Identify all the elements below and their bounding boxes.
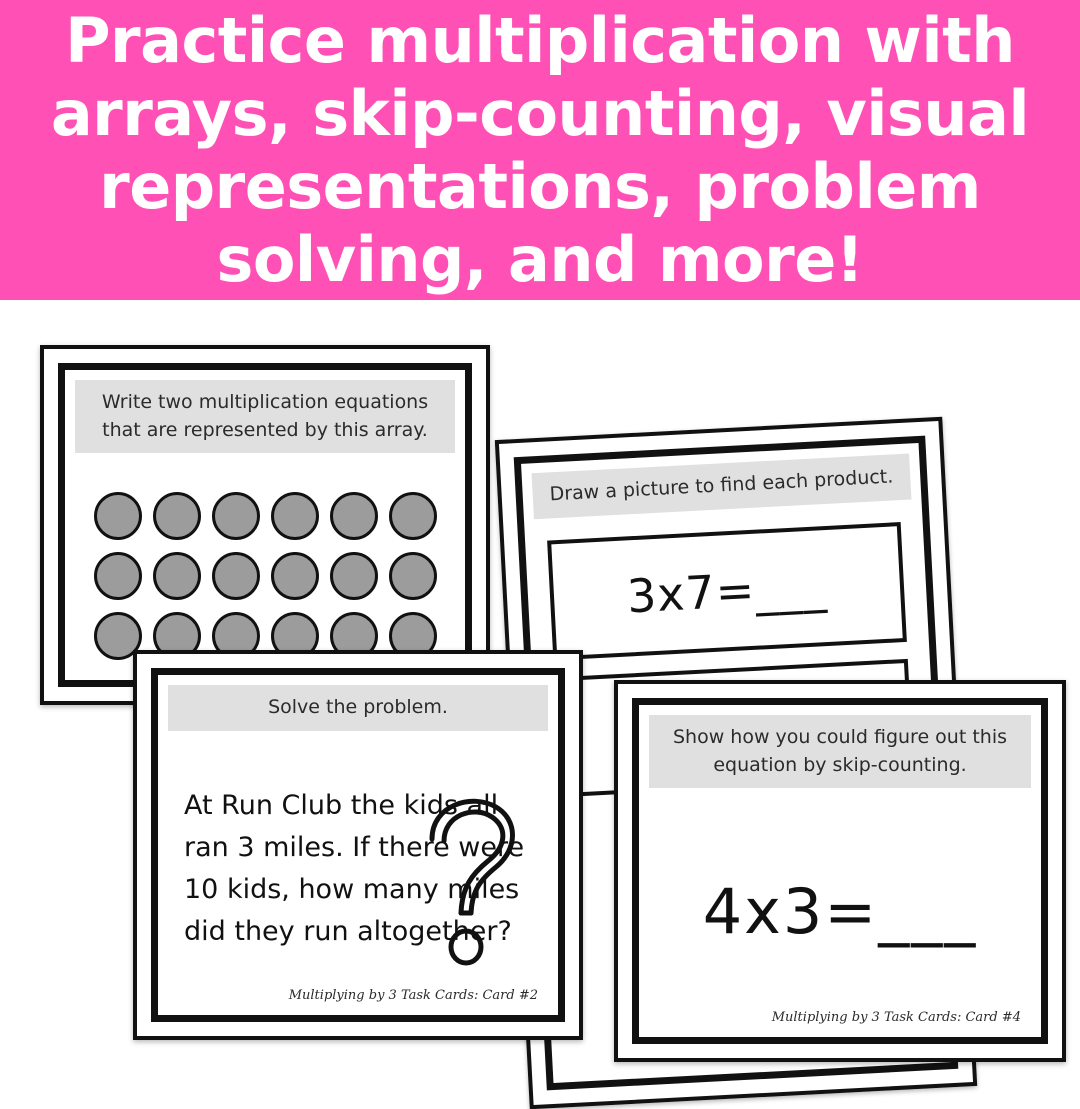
- array-dot: [153, 492, 201, 540]
- array-dot: [389, 552, 437, 600]
- array-dot: [212, 552, 260, 600]
- array-dot-grid: [93, 492, 437, 660]
- card-prompt: Draw a picture to find each product.: [532, 454, 912, 519]
- header-banner: [0, 0, 1080, 300]
- equation-text: [558, 663, 904, 681]
- banner-title: Practice multiplication with arrays, skip-counting, visual representations, problem solving, and more!: [50, 3, 1030, 297]
- task-card-word-problem: [133, 650, 583, 1040]
- array-dot: [271, 552, 319, 600]
- card-inner-border: [58, 363, 472, 687]
- array-dot: [389, 492, 437, 540]
- array-dot: [94, 552, 142, 600]
- equation-text: 3x7=___: [625, 559, 829, 624]
- card-inner-border: [632, 698, 1048, 1044]
- array-dot: [94, 492, 142, 540]
- array-dot: [271, 492, 319, 540]
- array-dot: [212, 492, 260, 540]
- card-body: [75, 380, 455, 670]
- array-dot: [153, 552, 201, 600]
- card-body: [649, 715, 1031, 1027]
- card-prompt: Solve the problem.: [168, 685, 548, 731]
- card-prompt: Show how you could figure out this equation by skip-counting.: [649, 715, 1031, 788]
- card-inner-border: [151, 668, 565, 1022]
- task-cards-area: [0, 300, 1080, 1080]
- card-prompt: Write two multiplication equations that are represented by this array.: [75, 380, 455, 453]
- card-footer-label: Multiplying by 3 Task Cards: Card #2: [288, 988, 538, 1003]
- answer-box-1: [547, 522, 907, 660]
- card-footer-label: Multiplying by 3 Task Cards: Card #4: [771, 1010, 1021, 1025]
- array-dot: [330, 492, 378, 540]
- card-body: [168, 685, 548, 1005]
- word-problem-text: At Run Club the kids all ran 3 miles. If there were 10 kids, how many miles did they run altogether?: [184, 790, 525, 947]
- task-card-skip-counting: [614, 680, 1066, 1062]
- array-dot: [330, 552, 378, 600]
- equation-text: 4x3=___: [702, 875, 978, 948]
